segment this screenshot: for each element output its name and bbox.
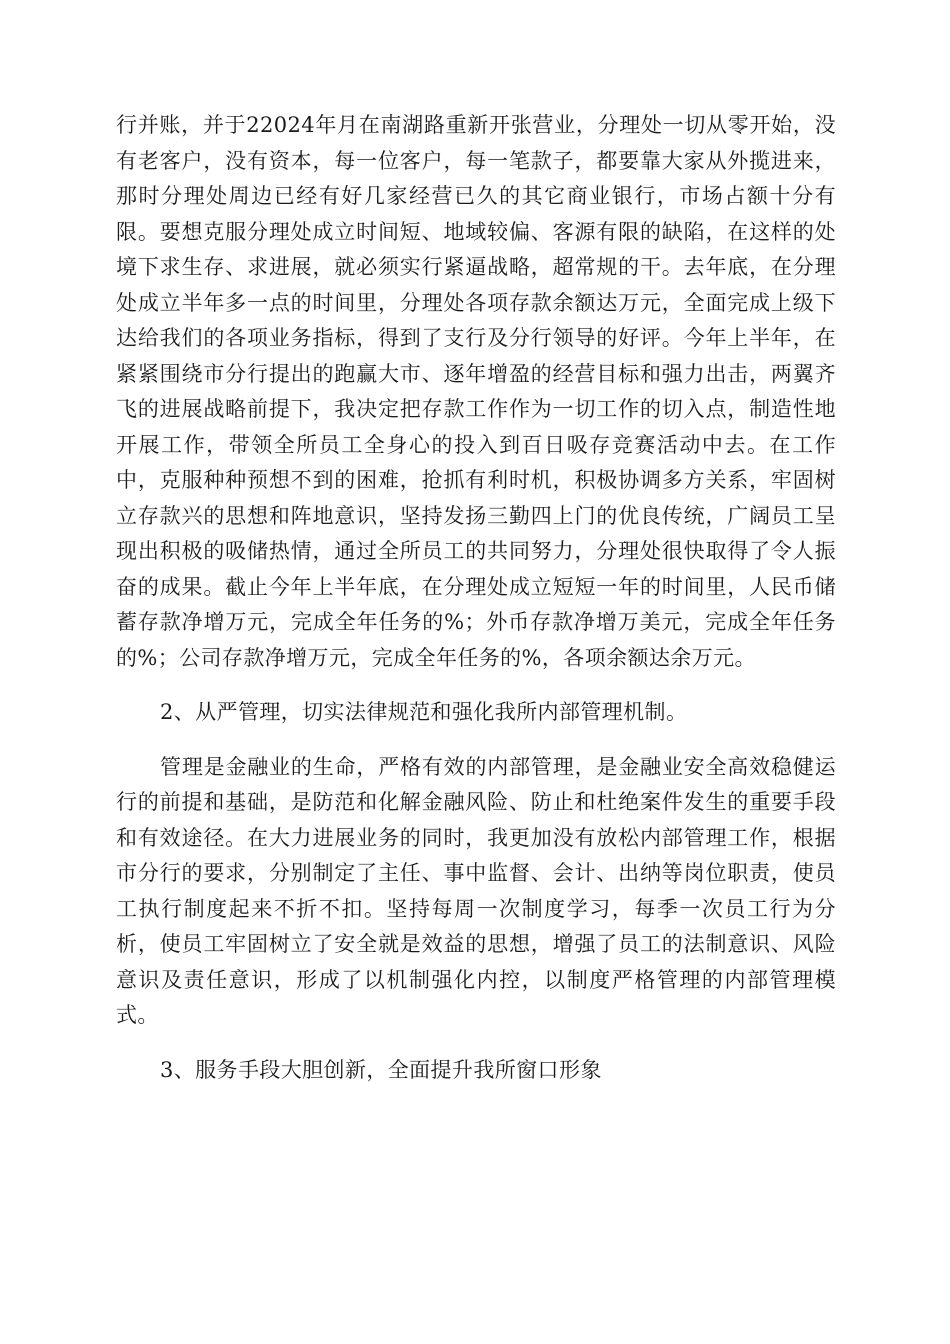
paragraph-internal-management: 管理是金融业的生命，严格有效的内部管理，是金融业安全高效稳健运行的前提和基础，是防范和化解金融风险、防止和杜绝案件发生的重要手段和有效途径。在大力进展业务的同时，我更加没有放松内部管理工作，根据市分行的要求，分别制定了主任、事中监督、会计、出纳等岗位职责，使员工执行制度起来不折不扣。坚持每周一次制度学习，每季一次员工行为分析，使员工牢固树立了安全就是效益的思想，增强了员工的法制意识、风险意识及责任意识，形成了以机制强化内控，以制度严格管理的内部管理模式。 <box>116 754 836 1027</box>
paragraph-deposit-growth: 行并账，并于22024年月在南湖路重新开张营业，分理处一切从零开始，没有老客户，没有资本，每一位客户，每一笔款子，都要靠大家从外揽进来，那时分理处周边已经有好几家经营已久的其它商业银行，市场占额十分有限。要想克服分理处成立时间短、地域较偏、客源有限的缺陷，在这样的处境下求生存、求进展，就必须实行紧逼战略，超常规的干。去年底，在分理处成立半年多一点的时间里，分理处各项存款余额达万元，全面完成上级下达给我们的各项业务指标，得到了支行及分行领导的好评。今年上半年，在紧紧围绕市分行提出的跑赢大市、逐年增盈的经营目标和强力出击，两翼齐飞的进展战略前提下，我决定把存款工作作为一切工作的切入点，制造性地开展工作，带领全所员工全身心的投入到百日吸存竞赛活动中去。在工作中，克服种种预想不到的困难，抢抓有利时机，积极协调多方关系，牢固树立存款兴的思想和阵地意识，坚持发扬三勤四上门的优良传统，广阔员工呈现出积极的吸储热情，通过全所员工的共同努力，分理处很快取得了令人振奋的成果。截止今年上半年底，在分理处成立短短一年的时间里，人民币储蓄存款净增万元，完成全年任务的%；外币存款净增万美元，完成全年任务的%；公司存款净增万元，完成全年任务的%，各项余额达余万元。 <box>116 113 836 670</box>
heading-strict-management: 2、从严管理，切实法律规范和强化我所内部管理机制。 <box>160 700 688 724</box>
document-body <box>116 108 836 1088</box>
heading-service-innovation: 3、服务手段大胆创新，全面提升我所窗口形象 <box>160 1057 602 1082</box>
